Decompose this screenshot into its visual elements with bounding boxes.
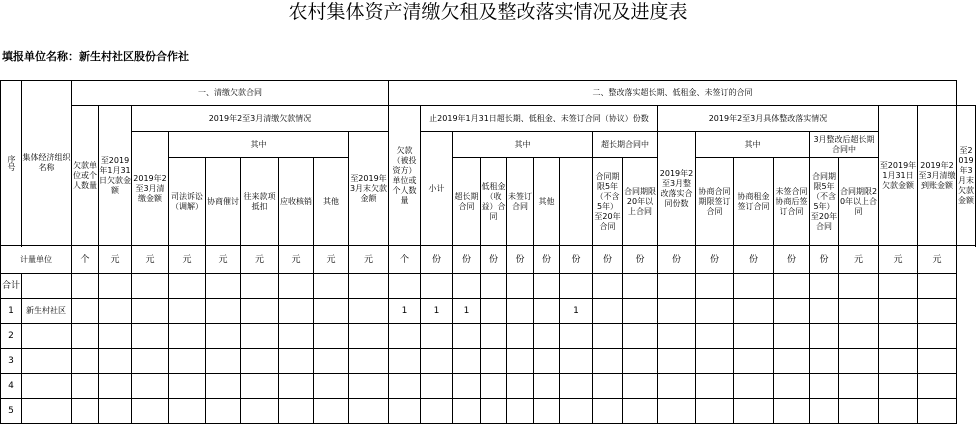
row-cell — [72, 349, 99, 374]
table-row — [1, 299, 976, 324]
row-cell — [560, 324, 593, 349]
row-cell — [421, 324, 453, 349]
table-row — [1, 274, 976, 299]
row-cell — [279, 349, 314, 374]
row-cell — [593, 399, 623, 424]
unit-cell: 份 — [623, 246, 658, 274]
row-cell — [534, 349, 560, 374]
row-cell — [839, 349, 879, 374]
row-org-name — [22, 374, 72, 399]
row-cell — [918, 324, 957, 349]
row-cell — [169, 374, 206, 399]
row-seq: 1 — [1, 299, 22, 324]
row-cell — [879, 349, 918, 374]
row-cell — [99, 324, 132, 349]
row-cell — [507, 399, 534, 424]
row-cell — [658, 374, 696, 399]
header-writeoff: 应收核销 — [279, 158, 314, 246]
row-cell: 1 — [453, 299, 481, 324]
row-cell — [314, 399, 349, 424]
unit-cell: 元 — [314, 246, 349, 274]
unit-cell: 份 — [810, 246, 839, 274]
row-cell — [879, 274, 918, 299]
row-cell — [481, 374, 507, 399]
row-cell — [696, 374, 734, 399]
row-cell — [623, 349, 658, 374]
row-cell — [918, 274, 957, 299]
row-cell — [774, 399, 810, 424]
header-over20: 合同期限20年以上合同 — [623, 158, 658, 246]
header-s2-other: 其他 — [534, 158, 560, 246]
unit-cell: 元 — [132, 246, 169, 274]
row-cell — [810, 324, 839, 349]
unit-cell: 份 — [507, 246, 534, 274]
row-cell — [593, 374, 623, 399]
row-cell — [507, 274, 534, 299]
row-cell — [314, 324, 349, 349]
header-blank — [560, 158, 593, 246]
row-cell — [421, 349, 453, 374]
header-section-1: 一、清缴欠款合同 — [72, 81, 389, 106]
row-cell — [279, 274, 314, 299]
row-cell — [349, 399, 389, 424]
row-cell — [593, 274, 623, 299]
row-cell — [918, 399, 957, 424]
row-cell — [879, 399, 918, 424]
row-cell — [696, 399, 734, 424]
header-subtotal: 小计 — [421, 132, 453, 246]
row-cell — [534, 299, 560, 324]
row-cell — [774, 274, 810, 299]
header-judicial: 司法诉讼（调解） — [169, 158, 206, 246]
row-seq: 4 — [1, 374, 22, 399]
row-cell — [507, 299, 534, 324]
row-cell — [169, 324, 206, 349]
unit-cell: 元 — [918, 246, 957, 274]
header-section-2: 二、整改落实超长期、低租金、未签订的合同 — [389, 81, 957, 106]
row-cell — [72, 399, 99, 424]
row-cell — [349, 324, 389, 349]
header-deposit: 往来款项抵扣 — [241, 158, 279, 246]
row-cell — [241, 349, 279, 374]
row-cell — [810, 274, 839, 299]
row-cell: 1 — [421, 299, 453, 324]
unit-cell: 份 — [774, 246, 810, 274]
row-cell — [72, 324, 99, 349]
row-cell — [774, 299, 810, 324]
row-cell — [314, 299, 349, 324]
row-cell — [623, 274, 658, 299]
unit-cell: 元 — [99, 246, 132, 274]
row-cell — [389, 274, 421, 299]
row-cell — [169, 399, 206, 424]
row-org-name — [22, 274, 72, 299]
progress-table — [0, 80, 976, 424]
unit-cell: 份 — [658, 246, 696, 274]
unit-cell: 元 — [279, 246, 314, 274]
row-cell — [132, 299, 169, 324]
row-cell — [810, 299, 839, 324]
row-cell — [507, 349, 534, 374]
unit-cell: 元 — [169, 246, 206, 274]
header-r-of-which: 其中 — [696, 132, 810, 158]
row-cell — [169, 274, 206, 299]
row-cell — [453, 274, 481, 299]
row-org-name: 新生村社区 — [22, 299, 72, 324]
row-cell — [623, 324, 658, 349]
row-cell — [169, 349, 206, 374]
row-cell — [349, 274, 389, 299]
row-cell — [206, 374, 241, 399]
row-cell — [421, 274, 453, 299]
row-cell — [560, 274, 593, 299]
unit-cell: 份 — [696, 246, 734, 274]
header-unsigned: 未签订合同 — [507, 158, 534, 246]
header-end-remaining: 至2019年3月末欠款金额 — [957, 106, 976, 246]
row-cell — [132, 399, 169, 424]
header-r-negotiate: 协商合同期限签订合同 — [696, 158, 734, 246]
row-cell — [389, 349, 421, 374]
row-cell — [560, 399, 593, 424]
page-title: 农村集体资产清缴欠租及整改落实情况及进度表 — [288, 1, 688, 23]
row-cell — [879, 324, 918, 349]
row-cell — [241, 299, 279, 324]
header-end-owed: 至2019年1月31日欠款金额 — [879, 106, 918, 246]
header-long-of: 超长期合同中 — [593, 132, 658, 158]
header-other: 其他 — [314, 158, 349, 246]
row-org-name — [22, 399, 72, 424]
row-cell — [593, 324, 623, 349]
reporting-unit-label: 填报单位名称：新生村社区股份合作社 — [2, 50, 189, 63]
row-cell — [810, 374, 839, 399]
row-org-name — [22, 324, 72, 349]
row-cell — [349, 374, 389, 399]
unit-cell: 个 — [72, 246, 99, 274]
header-s2-of-which: 其中 — [453, 132, 593, 158]
row-cell — [593, 349, 623, 374]
row-cell — [593, 299, 623, 324]
header-clear-group: 2019年2至3月清缴欠款情况 — [132, 106, 389, 132]
unit-cell: 元 — [349, 246, 389, 274]
row-cell — [534, 374, 560, 399]
header-r-long-of: 3月整改后超长期合同中 — [810, 132, 879, 158]
unit-row — [1, 246, 976, 274]
header-owed-count: 欠款单位或个人数量 — [72, 106, 99, 246]
row-cell — [623, 299, 658, 324]
row-cell — [810, 399, 839, 424]
header-negotiate: 协商催讨 — [206, 158, 241, 246]
row-seq: 2 — [1, 324, 22, 349]
row-cell — [279, 374, 314, 399]
row-cell — [507, 374, 534, 399]
row-cell — [453, 374, 481, 399]
row-cell — [314, 349, 349, 374]
row-cell — [734, 299, 774, 324]
row-cell — [421, 399, 453, 424]
row-cell — [734, 374, 774, 399]
row-cell — [241, 374, 279, 399]
row-cell — [696, 324, 734, 349]
header-long: 超长期合同 — [453, 158, 481, 246]
header-r-rent: 协商租金签订合同 — [734, 158, 774, 246]
row-cell — [72, 374, 99, 399]
row-cell — [72, 299, 99, 324]
row-cell — [560, 374, 593, 399]
unit-cell: 份 — [421, 246, 453, 274]
row-cell — [453, 399, 481, 424]
row-seq: 合计 — [1, 274, 22, 299]
row-cell: 1 — [389, 299, 421, 324]
row-cell — [349, 299, 389, 324]
row-cell — [658, 299, 696, 324]
header-r-5to20: 合同期限5年（不含5年）至20年合同 — [810, 158, 839, 246]
unit-cell: 份 — [560, 246, 593, 274]
row-cell — [206, 399, 241, 424]
row-cell — [623, 399, 658, 424]
row-cell — [481, 324, 507, 349]
unit-cell: 元 — [879, 246, 918, 274]
row-org-name — [22, 349, 72, 374]
row-seq: 3 — [1, 349, 22, 374]
row-cell — [918, 299, 957, 324]
unit-cell: 份 — [481, 246, 507, 274]
row-cell — [918, 374, 957, 399]
row-cell — [206, 324, 241, 349]
row-cell — [389, 399, 421, 424]
header-seq: 序号 — [1, 81, 22, 246]
row-cell — [481, 274, 507, 299]
row-cell — [241, 274, 279, 299]
unit-cell: 份 — [734, 246, 774, 274]
row-cell — [658, 349, 696, 374]
unit-cell: 份 — [593, 246, 623, 274]
row-cell — [658, 399, 696, 424]
row-cell — [774, 324, 810, 349]
row-cell — [810, 349, 839, 374]
header-cleared-amount: 2019年2至3月清缴金额 — [132, 132, 169, 246]
row-cell — [349, 349, 389, 374]
row-cell — [206, 349, 241, 374]
row-cell — [879, 299, 918, 324]
header-r-over20: 合同期限20年以上合同 — [839, 158, 879, 246]
row-cell — [206, 299, 241, 324]
row-cell — [774, 374, 810, 399]
row-cell — [132, 374, 169, 399]
header-5to20: 合同期限5年（不含5年）至20年合同 — [593, 158, 623, 246]
row-cell — [839, 324, 879, 349]
header-debtor-count: 欠款（被投资方）单位或个人数量 — [389, 106, 421, 246]
unit-cell: 个 — [389, 246, 421, 274]
header-s1-of-which: 其中 — [169, 132, 349, 158]
row-cell — [696, 299, 734, 324]
table-row — [1, 399, 976, 424]
header-rect-count: 2019年2至3月整改落实合同份数 — [658, 132, 696, 246]
row-cell — [389, 374, 421, 399]
row-cell — [734, 349, 774, 374]
header-low: 低租金（收益）合同 — [481, 158, 507, 246]
row-cell — [314, 274, 349, 299]
header-r-unsigned: 未签合同协商后签订合同 — [774, 158, 810, 246]
row-cell — [839, 374, 879, 399]
row-cell — [534, 324, 560, 349]
row-cell — [734, 324, 774, 349]
row-cell — [481, 399, 507, 424]
table-row — [1, 374, 976, 399]
unit-row-label: 计量单位 — [1, 246, 72, 274]
header-remaining: 至2019年3月末欠款金额 — [349, 132, 389, 246]
row-cell — [774, 349, 810, 374]
row-cell — [99, 349, 132, 374]
table-row — [1, 324, 976, 349]
row-cell — [279, 399, 314, 424]
header-end-cleared: 2019年2至3月清缴到账金额 — [918, 106, 957, 246]
row-cell: 1 — [560, 299, 593, 324]
row-cell — [279, 324, 314, 349]
row-cell — [734, 274, 774, 299]
row-cell — [99, 399, 132, 424]
row-cell — [839, 399, 879, 424]
row-cell — [481, 349, 507, 374]
row-cell — [99, 299, 132, 324]
row-cell — [560, 349, 593, 374]
row-cell — [169, 299, 206, 324]
row-cell — [72, 274, 99, 299]
row-cell — [206, 274, 241, 299]
row-cell — [696, 274, 734, 299]
row-cell — [453, 324, 481, 349]
header-rect-group: 2019年2至3月具体整改落实情况 — [658, 106, 879, 132]
row-cell — [241, 399, 279, 424]
row-cell — [389, 324, 421, 349]
header-before-group: 止2019年1月31日超长期、低租金、未签订合同（协议）份数 — [421, 106, 658, 132]
unit-cell: 份 — [534, 246, 560, 274]
row-cell — [623, 374, 658, 399]
unit-cell: 元 — [241, 246, 279, 274]
unit-cell: 份 — [453, 246, 481, 274]
row-cell — [534, 399, 560, 424]
row-cell — [918, 349, 957, 374]
row-cell — [241, 324, 279, 349]
header-owed-amount: 至2019年1月31日欠款金额 — [99, 106, 132, 246]
row-cell — [507, 324, 534, 349]
row-cell — [658, 274, 696, 299]
row-cell — [132, 324, 169, 349]
row-cell — [453, 349, 481, 374]
row-seq: 5 — [1, 399, 22, 424]
row-cell — [314, 374, 349, 399]
unit-cell: 元 — [839, 246, 879, 274]
row-cell — [421, 374, 453, 399]
row-cell — [279, 299, 314, 324]
row-cell — [99, 374, 132, 399]
row-cell — [481, 299, 507, 324]
row-cell — [839, 299, 879, 324]
row-cell — [658, 324, 696, 349]
row-cell — [734, 399, 774, 424]
row-cell — [132, 274, 169, 299]
row-cell — [534, 274, 560, 299]
row-cell — [696, 349, 734, 374]
unit-cell: 元 — [206, 246, 241, 274]
row-cell — [879, 374, 918, 399]
table-row — [1, 349, 976, 374]
row-cell — [99, 274, 132, 299]
row-cell — [839, 274, 879, 299]
header-org-name: 集体经济组织名称 — [22, 81, 72, 246]
row-cell — [132, 349, 169, 374]
